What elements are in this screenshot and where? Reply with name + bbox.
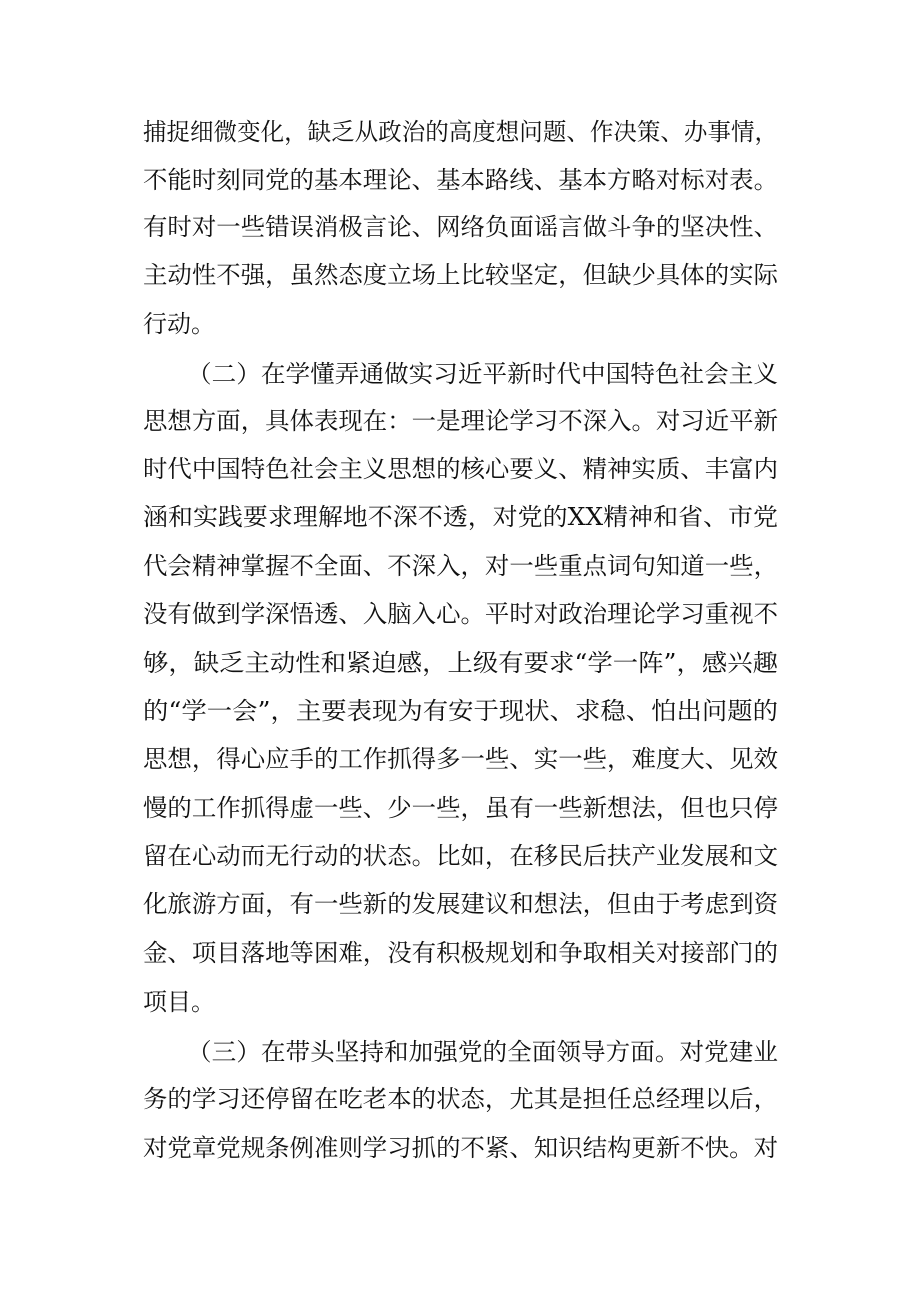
text-line-content: （二）在学懂弄通做实习近平新时代中国特色社会主义: [187, 360, 778, 388]
text-line: [0, 160, 920, 200]
text-line-content: 主动性不强，虽然态度立场上比较坚定，但缺少具体的实际: [143, 261, 778, 289]
text-line: [0, 643, 920, 683]
text-line-content: 的“学一会”，主要表现为有安于现状、求稳、怕出问题的: [143, 697, 778, 725]
text-line: [0, 1079, 920, 1119]
text-line-content: 慢的工作抓得虚一些、少一些，虽有一些新想法，但也只停: [143, 794, 778, 822]
text-line-content: 务的学习还停留在吃老本的状态，尤其是担任总经理以后，: [143, 1085, 778, 1113]
text-line: [0, 449, 920, 489]
text-line-content: 项目。: [143, 988, 215, 1016]
text-line-content: （三）在带头坚持和加强党的全面领导方面。对党建业: [187, 1038, 778, 1066]
text-line: [0, 207, 920, 247]
text-line: [0, 739, 920, 779]
text-line-content: 思想，得心应手的工作抓得多一些、实一些，难度大、见效: [143, 745, 778, 773]
text-line: [0, 594, 920, 634]
text-line-content: 行动。: [143, 310, 215, 338]
text-line-content: 化旅游方面，有一些新的发展建议和想法，但由于考虑到资: [143, 890, 778, 918]
text-line-content: 够，缺乏主动性和紧迫感，上级有要求“学一阵”，感兴趣: [143, 649, 778, 677]
text-line: [0, 112, 920, 152]
text-line-content: 有时对一些错误消极言论、网络负面谣言做斗争的坚决性、: [143, 213, 778, 241]
text-line-content: 代会精神掌握不全面、不深入，对一些重点词句知道一些，: [143, 552, 778, 580]
text-line-content: 捕捉细微变化，缺乏从政治的高度想问题、作决策、办事情，: [143, 118, 778, 146]
text-line: [0, 1128, 920, 1168]
text-line-content: 时代中国特色社会主义思想的核心要义、精神实质、丰富内: [143, 455, 778, 483]
text-line: [0, 982, 920, 1022]
text-line: [0, 304, 920, 344]
text-line: [0, 836, 920, 876]
text-line-content: 没有做到学深悟透、入脑入心。平时对政治理论学习重视不: [143, 600, 778, 628]
text-line-content: 不能时刻同党的基本理论、基本路线、基本方略对标对表。: [143, 166, 778, 194]
text-line-content: 对党章党规条例准则学习抓的不紧、知识结构更新不快。对: [143, 1134, 778, 1162]
text-line: [0, 497, 920, 537]
text-line: [0, 1032, 920, 1072]
text-line: [0, 546, 920, 586]
text-line: [0, 354, 920, 394]
text-line: [0, 401, 920, 441]
text-line-content: 思想方面，具体表现在：一是理论学习不深入。对习近平新: [143, 407, 778, 435]
text-line-content: 留在心动而无行动的状态。比如，在移民后扶产业发展和文: [143, 842, 778, 870]
text-line-content: 涵和实践要求理解地不深不透，对党的XX精神和省、市党: [143, 503, 778, 531]
text-line: [0, 933, 920, 973]
text-line: [0, 788, 920, 828]
text-line: [0, 884, 920, 924]
text-line: [0, 691, 920, 731]
text-line-content: 金、项目落地等困难，没有积极规划和争取相关对接部门的: [143, 939, 778, 967]
text-line: [0, 255, 920, 295]
